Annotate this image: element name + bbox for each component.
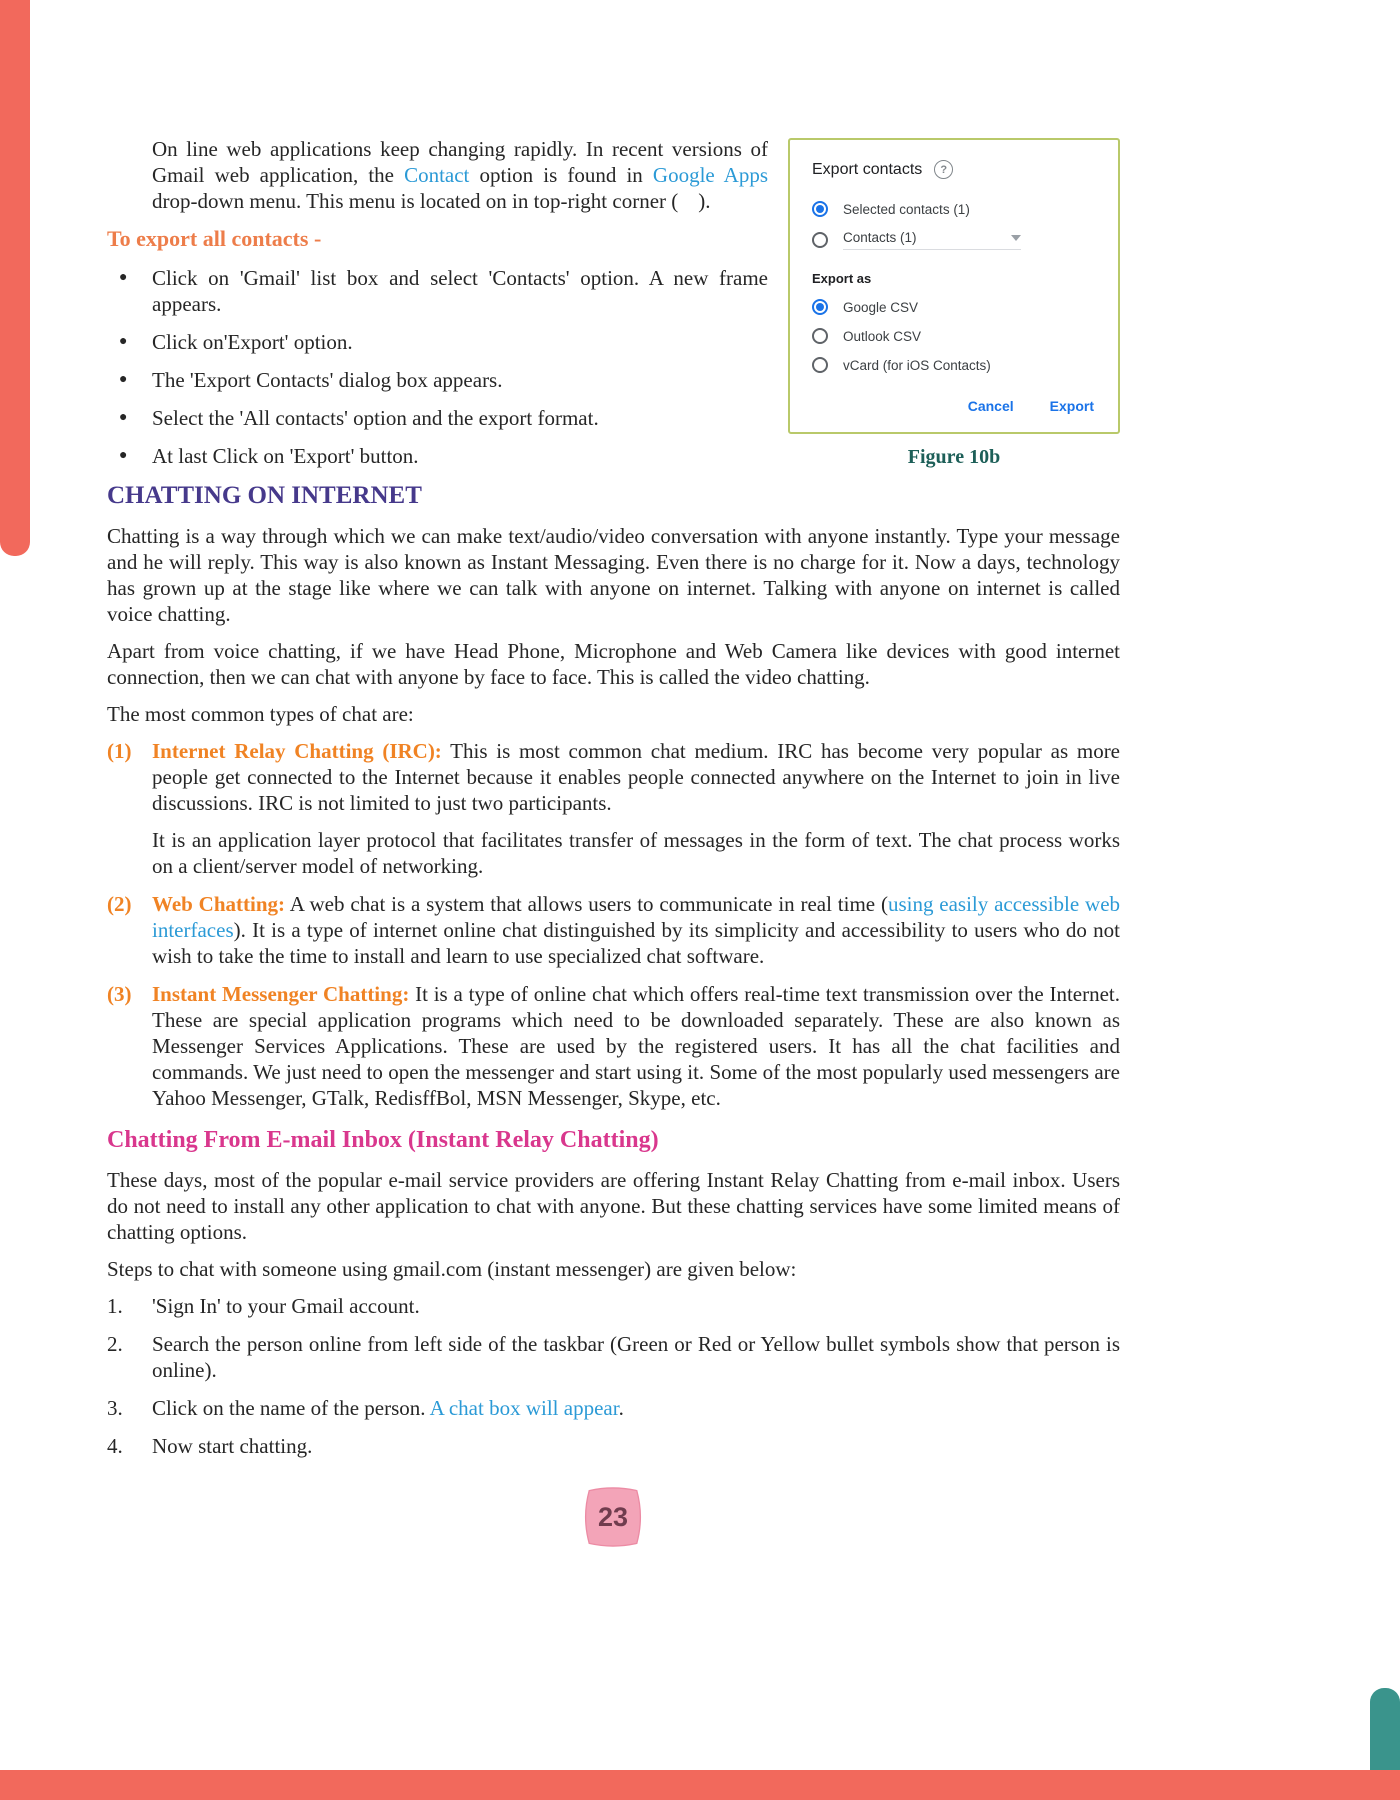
chatting-paragraph-3: The most common types of chat are:	[107, 702, 414, 726]
bullet-text: At last Click on 'Export' button.	[152, 444, 419, 468]
item-body	[152, 738, 1120, 879]
email-chat-heading: Chatting From E-mail Inbox (Instant Relay Chatting)	[107, 1127, 659, 1153]
email-chat-paragraph-2: Steps to chat with someone using gmail.com (instant messenger) are given below:	[107, 1257, 797, 1281]
step-number: 3.	[107, 1396, 123, 1420]
step-text	[152, 1395, 1120, 1421]
bullet-text: Select the 'All contacts' option and the export format.	[152, 406, 599, 430]
google-apps-link-text: Google Apps	[652, 163, 769, 187]
step-number: 4.	[107, 1434, 123, 1458]
chat-type-item-messenger	[107, 981, 1120, 1111]
contacts-select[interactable]	[843, 230, 1021, 250]
chevron-down-icon	[1011, 235, 1021, 241]
item-number: (2)	[107, 892, 132, 916]
step-text: Search the person online from left side of the taskbar (Green or Red or Yellow bullet symbols show that person is online).	[152, 1332, 1120, 1382]
step-text: 'Sign In' to your Gmail account.	[152, 1294, 420, 1318]
item-body	[152, 891, 1120, 969]
bullet-text: Click on'Export' option.	[152, 330, 353, 354]
item-text: It is a type of online chat which offers real-time text transmission over the Internet. These are special application programs which need to be downloaded separately. These are also known as Messenger Services Applications. These are used by the registered users. It has all the chat facilities and commands. We just need to open the messenger and start using it. Some of the most popularly used messengers are Yahoo Messenger, GTalk, RedisffBol, MSN Messenger, Skype, etc.	[152, 982, 1121, 1110]
radio-contacts[interactable]	[812, 230, 1096, 250]
step-text-part: .	[618, 1396, 624, 1420]
radio-vcard[interactable]	[812, 357, 1096, 373]
bullet-icon	[107, 265, 152, 317]
intro-text: drop-down menu. This menu is located on in top-right corner (	[152, 189, 679, 213]
step-number: 1.	[107, 1294, 123, 1318]
export-contacts-dialog	[788, 138, 1120, 434]
item-text: ). It is a type of internet online chat distinguished by its simplicity and accessibility to users who do not wish to take the time to install and learn to use specialized chat software.	[152, 918, 1120, 968]
item-lead: Web Chatting:	[152, 892, 286, 916]
step-item	[107, 1293, 1120, 1319]
item-text: A web chat is a system that allows users to communicate in real time (	[289, 892, 888, 916]
chatting-paragraph-2: Apart from voice chatting, if we have Head Phone, Microphone and Web Camera like devices with good internet connection, then we can chat with anyone by face to face. This is called the video chatting.	[107, 639, 1120, 689]
figure-caption: Figure 10b	[907, 446, 1001, 468]
dialog-title: Export contacts	[812, 160, 923, 178]
step-text-part: Click on the name of the person.	[152, 1396, 430, 1420]
bullet-item	[107, 265, 768, 317]
page-number: 23	[597, 1501, 629, 1532]
bullet-text: Click on 'Gmail' list box and select 'Contacts' option. A new frame appears.	[152, 266, 768, 316]
bullet-item	[107, 329, 768, 355]
radio-selected-contacts[interactable]	[812, 201, 1096, 217]
bullet-item	[107, 405, 768, 431]
radio-google-csv[interactable]	[812, 299, 1096, 315]
chat-type-item-irc	[107, 738, 1120, 879]
item-lead: Instant Messenger Chatting:	[152, 982, 410, 1006]
radio-button-icon[interactable]	[812, 328, 828, 344]
bullet-item	[107, 367, 768, 393]
select-value: Contacts (1)	[843, 230, 917, 245]
bullet-icon	[107, 329, 152, 355]
radio-button-icon[interactable]	[812, 357, 828, 373]
bullet-text: The 'Export Contacts' dialog box appears.	[152, 368, 503, 392]
figure-10b	[788, 138, 1120, 470]
contact-link-text: Contact	[404, 163, 470, 187]
help-icon[interactable]: ?	[934, 160, 953, 179]
radio-outlook-csv[interactable]	[812, 328, 1096, 344]
export-button[interactable]: Export	[1049, 398, 1094, 414]
web-interfaces-link-text: using easily accessible web interfaces	[152, 892, 1121, 942]
chatting-paragraph-1: Chatting is a way through which we can make text/audio/video conversation with anyone instantly. Type your message and he will reply. This way is also known as Instant Messaging. Even there is no charge for it. Now a days, technology has grown up at the stage like where we can talk with anyone on internet. Talking with anyone on internet is called voice chatting.	[107, 524, 1120, 626]
dialog-title-row	[812, 160, 1096, 179]
item-text: This is most common chat medium. IRC has become very popular as more people get connected to the Internet because it enables people connected anywhere on the Internet to join in live discussions. IRC is not limited to just two participants.	[152, 739, 1121, 815]
export-as-label: Export as	[812, 271, 872, 286]
bullet-item	[107, 443, 768, 469]
bottom-accent-stripe	[0, 1770, 1400, 1800]
export-contacts-heading: To export all contacts -	[107, 226, 322, 251]
bullet-icon	[107, 405, 152, 431]
item-body	[152, 981, 1120, 1111]
chatting-heading: CHATTING ON INTERNET	[107, 482, 422, 509]
radio-label: Selected contacts (1)	[843, 201, 970, 217]
item-number: (1)	[107, 739, 132, 763]
page-content	[107, 136, 1120, 1471]
item-number: (3)	[107, 982, 132, 1006]
radio-label: Google CSV	[843, 299, 919, 315]
intro-text: On line web applications keep changing rapidly. In recent versions of Gmail web application, the	[152, 137, 768, 187]
step-number: 2.	[107, 1332, 123, 1356]
step-item	[107, 1433, 1120, 1459]
step-item	[107, 1395, 1120, 1421]
bullet-icon	[107, 443, 152, 469]
chat-type-item-web	[107, 891, 1120, 969]
radio-button-icon[interactable]	[812, 232, 828, 248]
step-text: Now start chatting.	[152, 1434, 313, 1458]
item-extra-paragraph: It is an application layer protocol that facilitates transfer of messages in the form of text. The chat process works on a client/server model of networking.	[152, 828, 1120, 878]
cancel-button[interactable]: Cancel	[967, 398, 1014, 414]
page-number-badge	[580, 1484, 646, 1550]
radio-label: vCard (for iOS Contacts)	[843, 357, 991, 373]
radio-button-icon[interactable]	[812, 299, 828, 315]
dialog-actions	[812, 398, 1096, 414]
step-item	[107, 1331, 1120, 1383]
email-chat-paragraph-1: These days, most of the popular e-mail service providers are offering Instant Relay Chatting from e-mail inbox. Users do not need to install any other application to chat with anyone. But these chatting services have some limited means of chatting options.	[107, 1168, 1120, 1244]
chat-box-link-text: A chat box will appear	[429, 1396, 619, 1420]
bullet-icon	[107, 367, 152, 393]
item-lead: Internet Relay Chatting (IRC):	[152, 739, 442, 763]
radio-button-icon[interactable]	[812, 201, 828, 217]
right-accent-stripe	[1370, 1688, 1400, 1770]
left-accent-stripe	[0, 0, 30, 556]
apps-grid-placeholder	[678, 207, 698, 208]
intro-text: ).	[698, 189, 711, 213]
radio-label: Outlook CSV	[843, 328, 922, 344]
intro-text: option is found in	[469, 163, 653, 187]
